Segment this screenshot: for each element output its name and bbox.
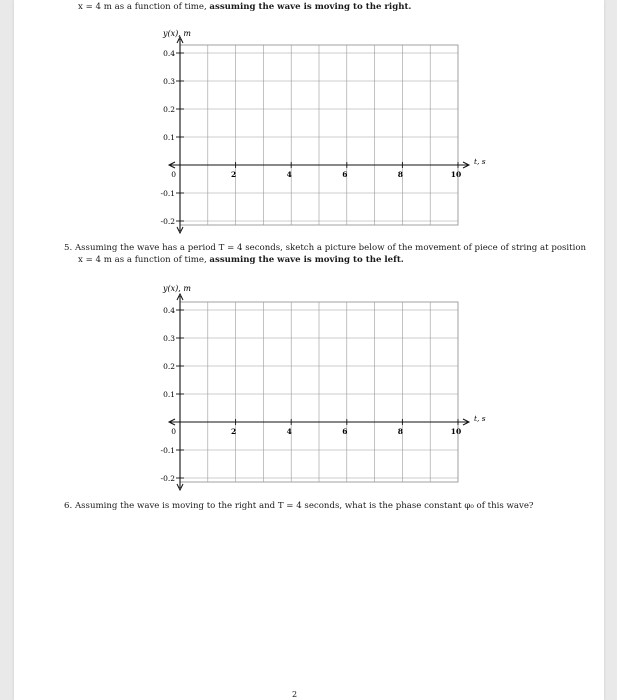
y-tick-label: -0.2 [160,474,175,483]
x-tick-label: 10 [450,427,462,436]
y-tick-label: 0.4 [163,49,175,58]
y-tick-label: 0 [171,427,176,436]
x-tick-label: 6 [342,427,348,436]
y-tick-label: 0.3 [163,334,175,343]
x-tick-label: 6 [342,170,348,179]
q4-tail-lead: x = 4 m as a function of time, [78,2,210,12]
x-axis-label: t, s [474,414,486,423]
y-tick-label: 0 [171,170,176,179]
x-tick-labels [231,427,461,436]
x-tick-label: 8 [397,427,404,436]
x-tick-label: 2 [230,427,237,436]
grid-lines [180,302,458,482]
x-tick-label: 2 [230,170,237,179]
y-tick-label: -0.1 [160,189,175,198]
q6-number: 6. [64,501,73,511]
y-tick-label: -0.2 [160,217,175,226]
q6-line [64,501,534,511]
x-tick-label: 4 [286,170,292,179]
q6-text: Assuming the wave is moving to the right and T = 4 seconds, what is the phase constant φ₀ of this wave? [74,501,534,511]
page-number: 2 [292,690,298,699]
y-tick-label: 0.2 [163,105,175,114]
q5-line1-text: Assuming the wave has a period T = 4 seconds, sketch a picture below of the movement of piece of string at position [74,243,587,253]
x-tick-label: 4 [286,427,292,436]
y-axis-label: y(x), m [163,29,191,38]
y-tick-label: -0.1 [160,446,175,455]
x-tick-label: 10 [450,170,462,179]
y-tick-label: 0.3 [163,77,175,86]
q5-line2-bold: assuming the wave is moving to the left. [209,255,404,265]
q5-number: 5. [64,243,73,253]
y-tick-labels [161,306,177,483]
y-axis-label: y(x), m [163,284,191,293]
y-tick-label: 0.1 [163,133,175,142]
q5-line2-lead: x = 4 m as a function of time, [78,255,210,265]
y-tick-label: 0.2 [163,362,175,371]
y-tick-label: 0.4 [163,306,175,315]
q4-tail-bold: assuming the wave is moving to the right. [209,2,412,12]
y-tick-label: 0.1 [163,390,175,399]
x-tick-label: 8 [397,170,404,179]
x-axis-label: t, s [474,157,486,166]
